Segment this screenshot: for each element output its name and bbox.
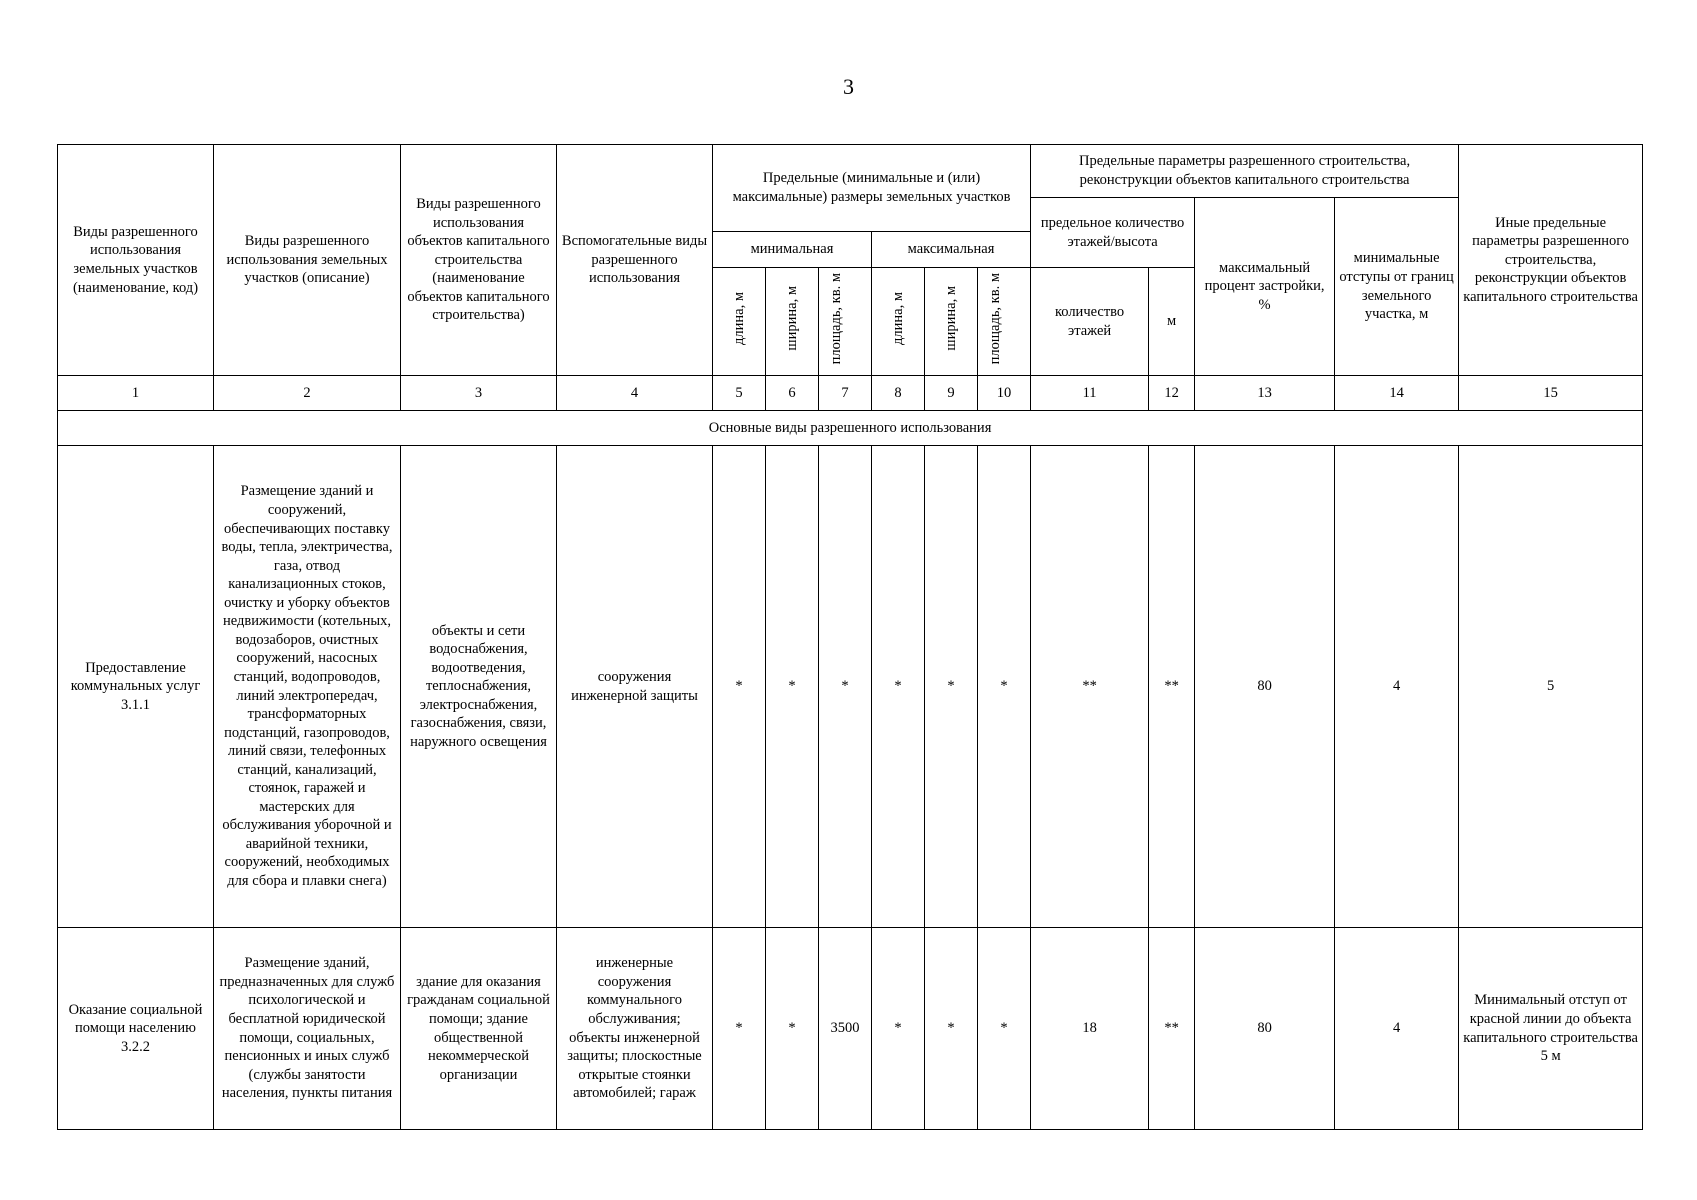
table-row (58, 446, 1643, 928)
column-number: 8 (872, 376, 925, 411)
header-floors-height: предельное количество этажей/высота (1031, 198, 1195, 268)
column-number: 4 (557, 376, 713, 411)
max-area: * (978, 928, 1031, 1130)
other-params: 5 (1459, 446, 1643, 928)
max-length: * (872, 446, 925, 928)
floors-count: ** (1031, 446, 1149, 928)
header-min-length: длина, м (713, 268, 766, 376)
column-number: 11 (1031, 376, 1149, 411)
section-title: Основные виды разрешенного использования (58, 411, 1643, 446)
auxiliary-uses: сооружения инженерной защиты (557, 446, 713, 928)
column-numbers-row (58, 376, 1643, 411)
header-group-params: Предельные параметры разрешенного строительства, реконструкции объектов капитального строительства (1031, 145, 1459, 198)
column-number: 6 (766, 376, 819, 411)
column-number: 14 (1335, 376, 1459, 411)
column-number: 10 (978, 376, 1031, 411)
column-number: 9 (925, 376, 978, 411)
column-number: 3 (401, 376, 557, 411)
other-params: Минимальный отступ от красной линии до объекта капитального строительства 5 м (1459, 928, 1643, 1130)
header-row-1 (58, 145, 1643, 198)
max-area: * (978, 446, 1031, 928)
min-area: * (819, 446, 872, 928)
header-max-width: ширина, м (925, 268, 978, 376)
column-number: 12 (1149, 376, 1195, 411)
construction-objects: объекты и сети водоснабжения, водоотведения, теплоснабжения, электроснабжения, газоснабжения, связи, наружного освещения (401, 446, 557, 928)
column-number: 1 (58, 376, 214, 411)
column-number: 7 (819, 376, 872, 411)
header-col-1: Виды разрешенного использования земельных участков (наименование, код) (58, 145, 214, 376)
max-build-percent: 80 (1195, 928, 1335, 1130)
section-row (58, 411, 1643, 446)
header-col-2: Виды разрешенного использования земельных участков (описание) (214, 145, 401, 376)
land-use-description: Размещение зданий и сооружений, обеспечивающих поставку воды, тепла, электричества, газа, отвод канализационных стоков, очистку и уборку объектов недвижимости (котельных, водозаборов, очистных сооружений, насосных станций, водопроводов, линий электропередач, трансформаторных подстанций, газопроводов, линий связи, телефонных станций, канализаций, стоянок, гаражей и мастерских для обслуживания уборочной и аварийной техники, сооружений, необходимых для сбора и плавки снега) (214, 446, 401, 928)
max-build-percent: 80 (1195, 446, 1335, 928)
header-floors-count: количество этажей (1031, 268, 1149, 376)
land-use-description: Размещение зданий, предназначенных для служб психологической и бесплатной юридической помощи, социальных, пенсионных и иных служб (службы занятости населения, пункты питания (214, 928, 401, 1130)
height-m: ** (1149, 446, 1195, 928)
zoning-regulations-table (57, 144, 1643, 1130)
page-number: 3 (843, 74, 854, 99)
land-use-name: Оказание социальной помощи населению 3.2.2 (58, 928, 214, 1130)
min-length: * (713, 446, 766, 928)
floors-count: 18 (1031, 928, 1149, 1130)
column-number: 13 (1195, 376, 1335, 411)
column-number: 5 (713, 376, 766, 411)
header-max-area: площадь, кв. м (978, 268, 1031, 376)
header-min: минимальная (713, 232, 872, 268)
height-m: ** (1149, 928, 1195, 1130)
header-min-area: площадь, кв. м (819, 268, 872, 376)
min-area: 3500 (819, 928, 872, 1130)
header-max: максимальная (872, 232, 1031, 268)
min-width: * (766, 446, 819, 928)
min-setback: 4 (1335, 446, 1459, 928)
header-group-sizes: Предельные (минимальные и (или) максимальные) размеры земельных участков (713, 145, 1031, 232)
header-col-15: Иные предельные параметры разрешенного строительства, реконструкции объектов капитального строительства (1459, 145, 1643, 376)
column-number: 15 (1459, 376, 1643, 411)
min-width: * (766, 928, 819, 1130)
header-min-setback: минимальные отступы от границ земельного участка, м (1335, 198, 1459, 376)
header-col-4: Вспомогательные виды разрешенного использования (557, 145, 713, 376)
max-width: * (925, 446, 978, 928)
max-length: * (872, 928, 925, 1130)
min-length: * (713, 928, 766, 1130)
land-use-name: Предоставление коммунальных услуг 3.1.1 (58, 446, 214, 928)
auxiliary-uses: инженерные сооружения коммунального обслуживания; объекты инженерной защиты; плоскостные открытые стоянки автомобилей; гараж (557, 928, 713, 1130)
max-width: * (925, 928, 978, 1130)
min-setback: 4 (1335, 928, 1459, 1130)
header-max-length: длина, м (872, 268, 925, 376)
header-max-percent: максимальный процент застройки, % (1195, 198, 1335, 376)
column-number: 2 (214, 376, 401, 411)
header-meters: м (1149, 268, 1195, 376)
header-col-3: Виды разрешенного использования объектов капитального строительства (наименование объектов капитального строительства) (401, 145, 557, 376)
header-min-width: ширина, м (766, 268, 819, 376)
table-row (58, 928, 1643, 1130)
construction-objects: здание для оказания гражданам социальной помощи; здание общественной некоммерческой организации (401, 928, 557, 1130)
